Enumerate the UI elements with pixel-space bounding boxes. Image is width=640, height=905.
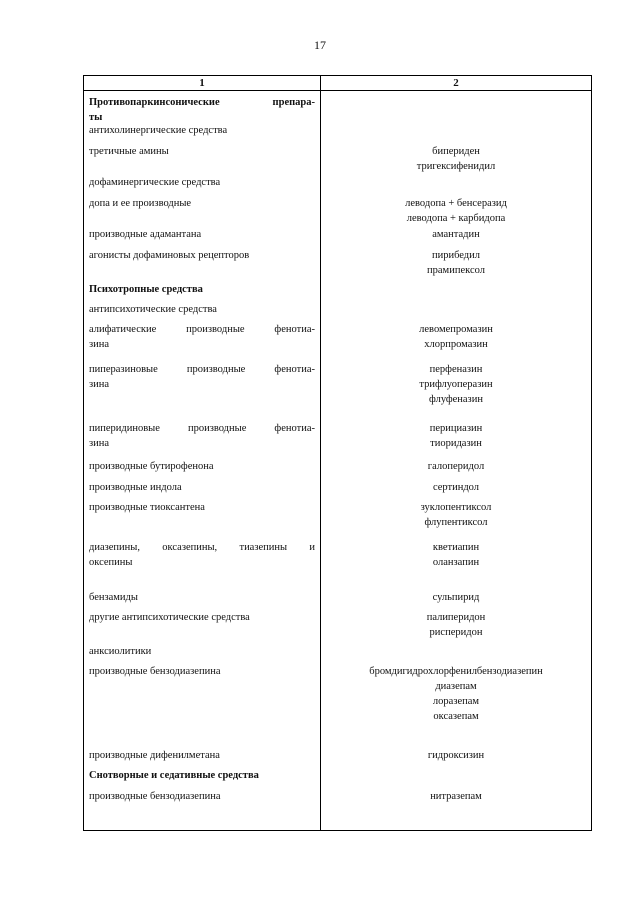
drug-cell: [321, 362, 591, 407]
header-col-1: 1: [199, 77, 205, 89]
category-text: диазепины, оксазепины, тиазепины и: [89, 542, 315, 553]
drug-name: оксазепам: [433, 711, 479, 722]
category-cell: [89, 610, 315, 625]
category-cell: [89, 196, 315, 211]
category-text: антихолинергические средства: [89, 125, 228, 136]
table-header: [84, 76, 591, 91]
header-col-2: 2: [453, 77, 459, 89]
category-cell: [89, 459, 315, 474]
category-cell: [89, 95, 315, 125]
drug-name: левомепромазин: [419, 324, 493, 335]
category-text: зина: [89, 438, 110, 449]
category-text: антипсихотические средства: [89, 304, 217, 315]
drug-name: кветиапин: [432, 542, 480, 553]
category-cell: [89, 540, 315, 570]
drug-cell: [321, 196, 591, 226]
category-text: дофаминергические средства: [89, 177, 221, 188]
category-cell: [89, 768, 315, 783]
drug-name: леводопа + бенсеразид: [405, 198, 507, 209]
category-text: зина: [89, 379, 110, 390]
drug-name: флупентиксол: [424, 517, 488, 528]
drug-cell: [321, 590, 591, 605]
drug-name: оланзапин: [432, 557, 480, 568]
drug-cell: [321, 610, 591, 640]
category-cell: [89, 748, 315, 763]
page-number: 17: [314, 38, 326, 52]
category-text: пиперазиновые производные фенотиа-: [89, 364, 315, 375]
category-text: другие антипсихотические средства: [89, 612, 250, 623]
category-text: оксепины: [89, 557, 133, 568]
drug-name: зуклопентиксол: [420, 502, 492, 513]
drug-cell: [321, 500, 591, 530]
drug-cell: [321, 459, 591, 474]
drug-name: тригексифенидил: [416, 161, 496, 172]
drug-cell: [321, 227, 591, 242]
drug-name: сертиндол: [432, 482, 480, 493]
drug-name: бипериден: [432, 146, 480, 157]
drug-name: нитразепам: [430, 791, 482, 802]
drug-name: диазепам: [435, 681, 477, 692]
drug-name: перфеназин: [429, 364, 483, 375]
category-text: пиперидиновые производные фенотиа-: [89, 423, 315, 434]
category-cell: [89, 644, 315, 659]
category-cell: [89, 248, 315, 263]
category-text: производные индола: [89, 482, 182, 493]
category-text: третичные амины: [89, 146, 169, 157]
category-cell: [89, 175, 315, 190]
category-text: Психотропные средства: [89, 284, 203, 295]
category-text: зина: [89, 339, 110, 350]
drug-name: амантадин: [432, 229, 480, 240]
drug-cell: [321, 248, 591, 278]
category-text: Противопаркинсонические препара-: [89, 97, 315, 108]
category-text: агонисты дофаминовых рецепторов: [89, 250, 250, 261]
category-cell: [89, 664, 315, 679]
category-cell: [89, 590, 315, 605]
category-text: производные бензодиазепина: [89, 791, 221, 802]
category-text: анксиолитики: [89, 646, 152, 657]
drug-name: палиперидон: [426, 612, 486, 623]
drug-cell: [321, 664, 591, 724]
drug-name: флуфеназин: [429, 394, 483, 405]
category-text: бензамиды: [89, 592, 138, 603]
drug-name: лоразепам: [432, 696, 480, 707]
category-cell: [89, 144, 315, 159]
category-text: производные бутирофенона: [89, 461, 214, 472]
category-cell: [89, 362, 315, 392]
drug-name: сульпирид: [432, 592, 480, 603]
category-text: допа и ее производные: [89, 198, 192, 209]
category-text: производные адамантана: [89, 229, 202, 240]
category-text: алифатические производные фенотиа-: [89, 324, 315, 335]
drug-name: галоперидол: [427, 461, 485, 472]
category-cell: [89, 421, 315, 451]
category-cell: [89, 282, 315, 297]
drug-name: рисперидон: [429, 627, 483, 638]
category-text: ты: [89, 112, 103, 123]
category-cell: [89, 322, 315, 352]
drug-cell: [321, 480, 591, 495]
drug-name: пирибедил: [431, 250, 481, 261]
category-text: производные бензодиазепина: [89, 666, 221, 677]
category-cell: [89, 500, 315, 515]
category-cell: [89, 789, 315, 804]
drug-cell: [321, 540, 591, 570]
category-text: производные дифенилметана: [89, 750, 220, 761]
drug-name: леводопа + карбидопа: [406, 213, 506, 224]
category-text: Снотворные и седативные средства: [89, 770, 259, 781]
drug-name: трифлуоперазин: [419, 379, 493, 390]
drug-cell: [321, 421, 591, 451]
drug-cell: [321, 144, 591, 174]
category-cell: [89, 480, 315, 495]
drug-table: [83, 75, 592, 831]
drug-cell: [321, 322, 591, 352]
category-cell: [89, 227, 315, 242]
category-cell: [89, 302, 315, 317]
drug-name: хлорпромазин: [424, 339, 488, 350]
category-cell: [89, 123, 315, 138]
drug-name: тиоридазин: [430, 438, 482, 449]
drug-name: гидроксизин: [427, 750, 485, 761]
drug-cell: [321, 789, 591, 804]
drug-name: перициазин: [429, 423, 483, 434]
drug-cell: [321, 748, 591, 763]
category-text: производные тиоксантена: [89, 502, 205, 513]
drug-name: бромдигидрохлорфенилбензодиазепин: [369, 666, 543, 677]
drug-name: прамипексол: [427, 265, 485, 276]
